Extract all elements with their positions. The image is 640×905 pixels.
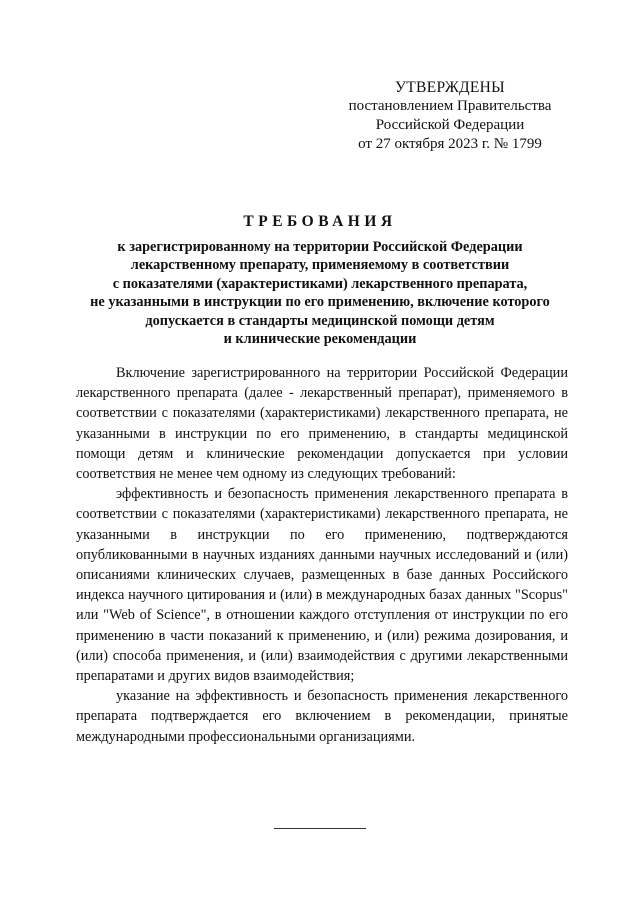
approval-block (330, 78, 570, 154)
document-title: ТРЕБОВАНИЯ (243, 213, 397, 230)
document-subtitle: к зарегистрированному на территории Российской Федерации лекарственному препарату, применяемому в соответствии с показателями (характеристиками) лекарственного препарата, не указанными в инструкции по его применению, включение которого допускается в стандарты медицинской помощи детям и клинические рекомендации (90, 239, 550, 348)
end-separator-line (274, 828, 366, 829)
body-paragraph-1: Включение зарегистрированного на территории Российской Федерации лекарственного препарата (далее - лекарственный препарат), применяемого в соответствии с показателями (характеристиками) лекарственного препарата, не указанными в инструкции по его применению, в стандарты медицинской помощи детям и клинические рекомендации допускается при условии соответствия не менее чем одному из следующих требований: (76, 365, 568, 483)
approval-line-1: постановлением Правительства (348, 98, 552, 114)
body-paragraph-3: указание на эффективность и безопасность применения лекарственного препарата подтверждается его включением в рекомендации, принятые международными профессиональными организациями. (76, 688, 568, 745)
document-heading (60, 212, 580, 348)
approval-title: УТВЕРЖДЕНЫ (395, 79, 505, 96)
document-body (76, 363, 568, 747)
body-paragraph-2: эффективность и безопасность применения лекарственного препарата в соответствии с показателями (характеристиками) лекарственного препарата, не указанными в инструкции по его применению, подтверждаются опубликованными в научных изданиях данными научных исследований и (или) описаниями клинических случаев, размещенных в базе данных Российского индекса научного цитирования и (или) в международных базах данных "Scopus" или "Web of Science", в отношении каждого отступления от инструкции по его применению в части показаний к применению, и (или) режима дозирования, и (или) способа применения, и (или) взаимодействия с другими лекарственными препаратами и других видов взаимодействия; (76, 486, 568, 685)
approval-line-3: от 27 октября 2023 г. № 1799 (358, 136, 542, 152)
approval-line-2: Российской Федерации (375, 117, 525, 133)
